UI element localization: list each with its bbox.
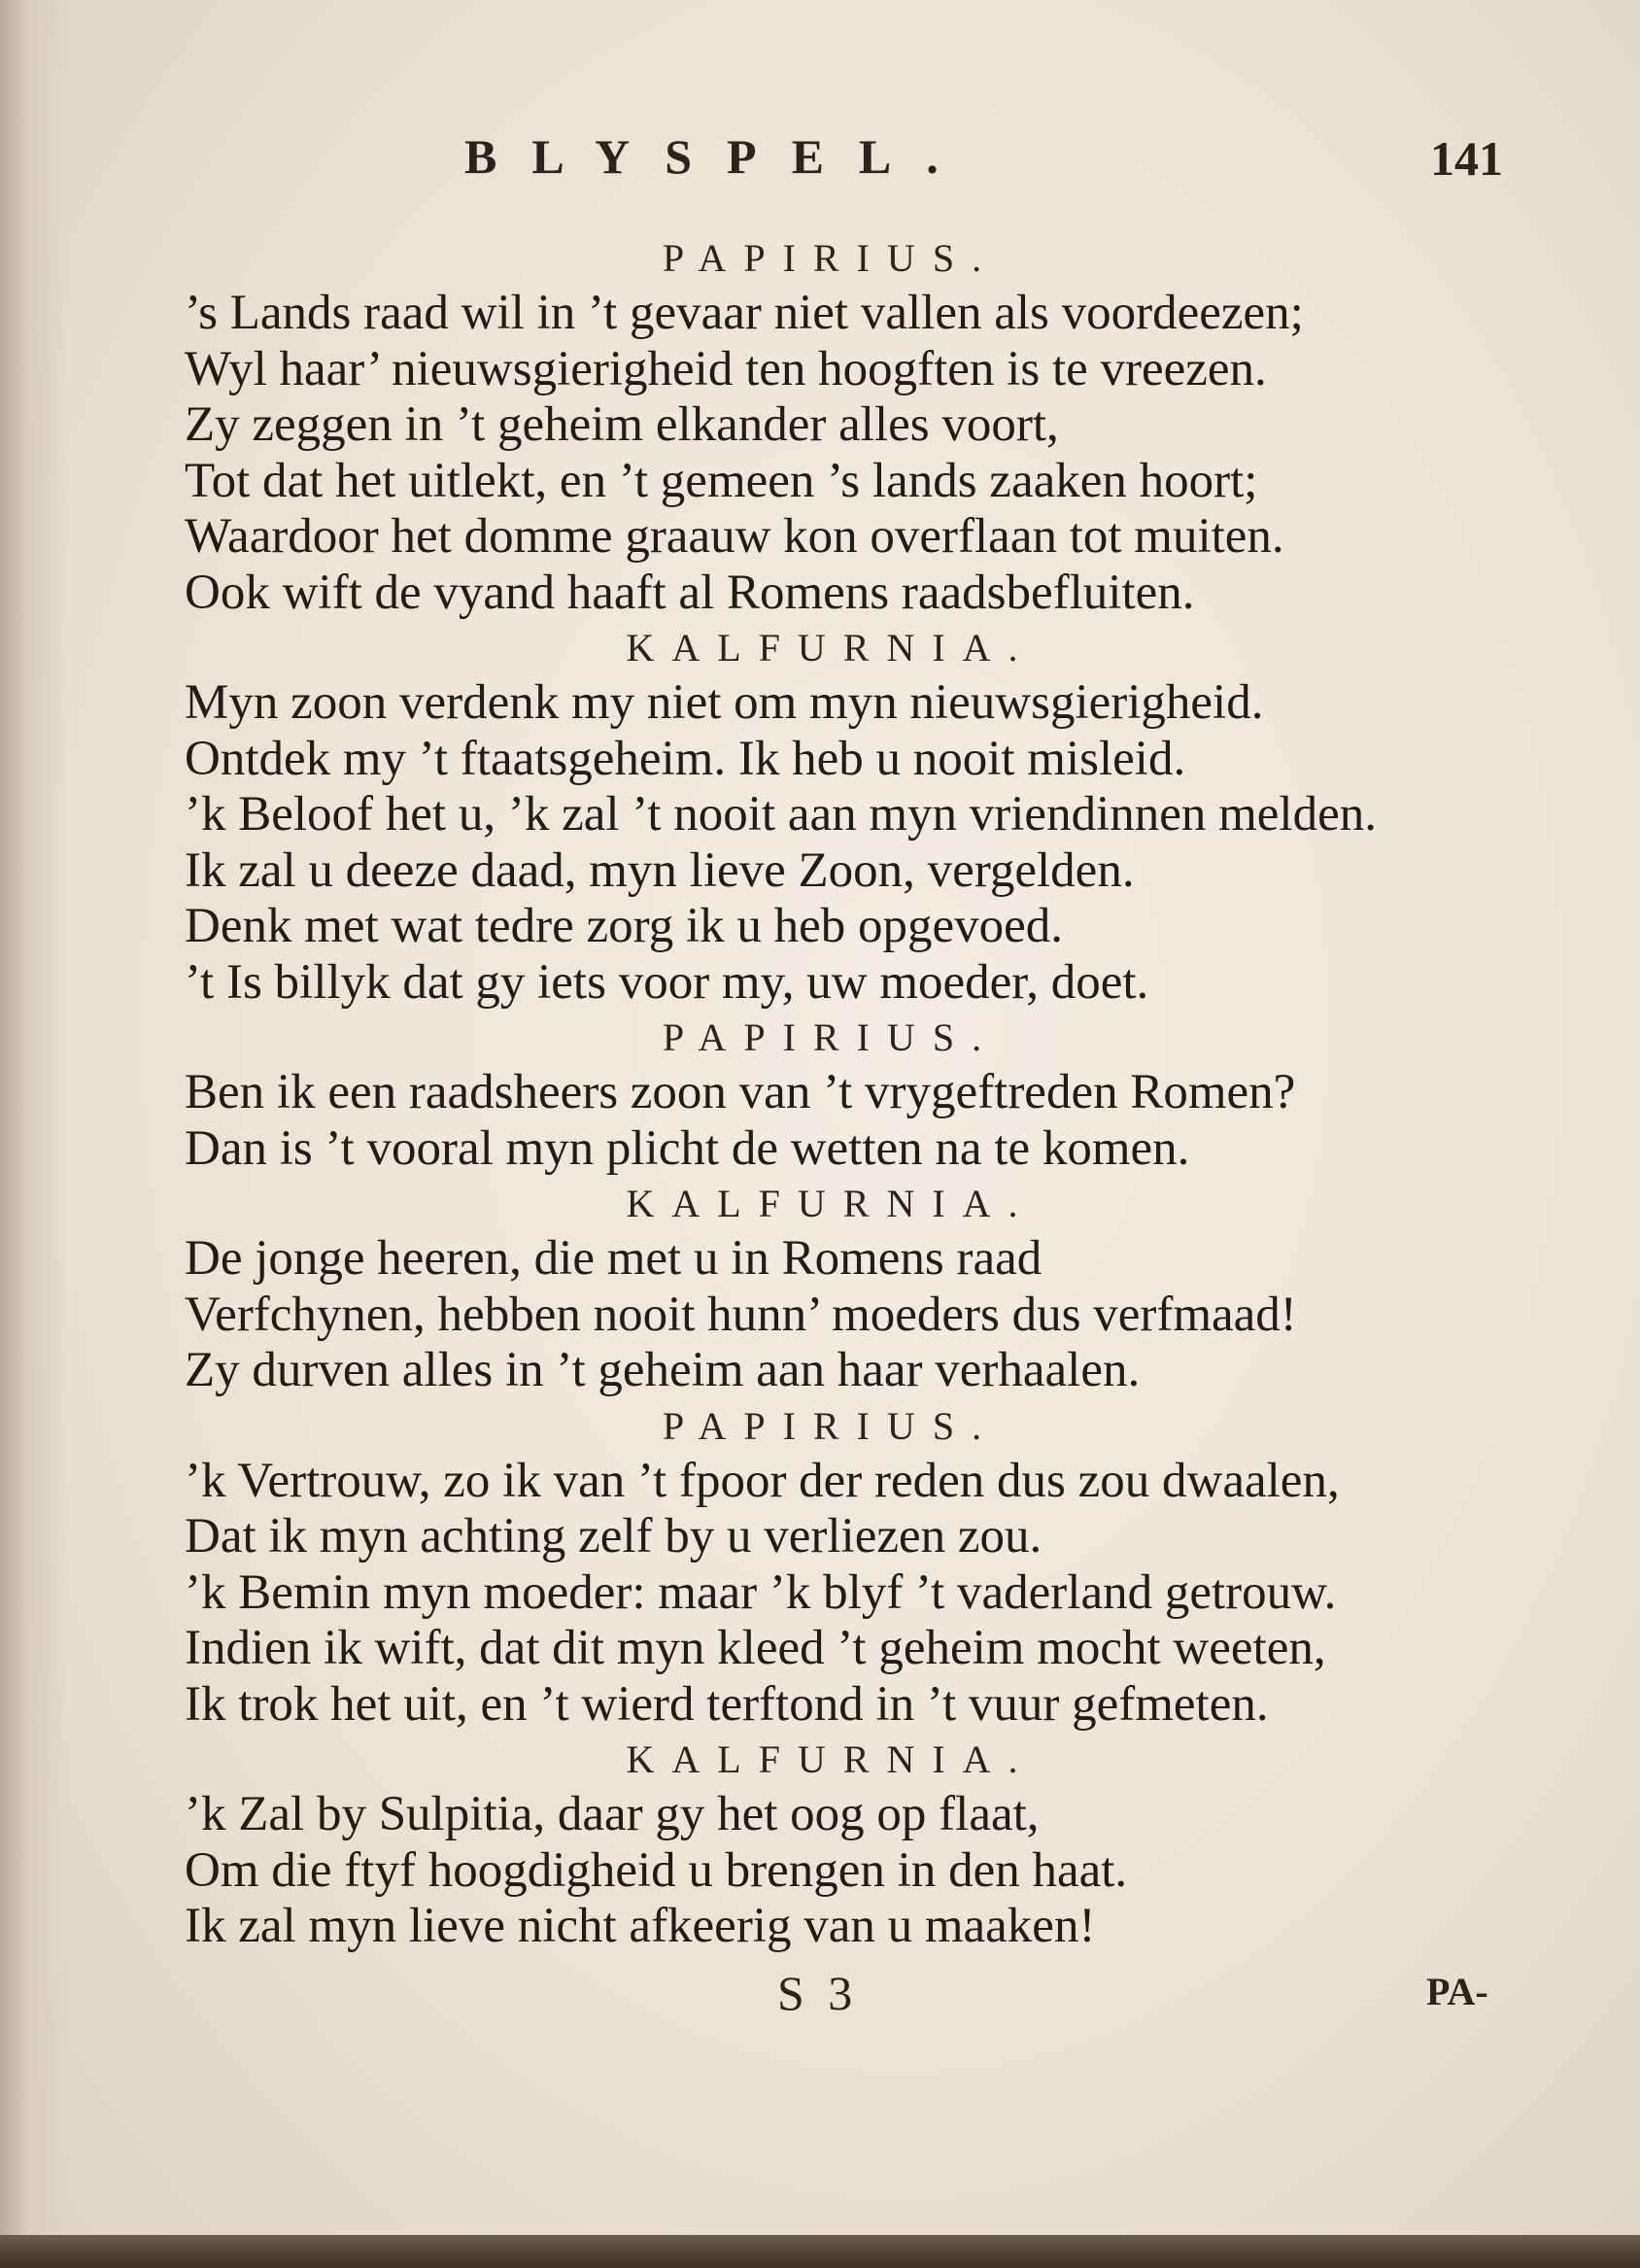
speaker-name: PAPIRIUS. — [662, 1403, 1000, 1448]
play-text — [185, 231, 1545, 1955]
verse-line: Waardoor het domme graauw kon overflaan tot muiten. — [185, 509, 1284, 564]
verse-line: ’t Is billyk dat gy iets voor my, uw moeder, doet. — [185, 954, 1149, 1010]
verse-line: ’k Beloof het u, ’k zal ’t nooit aan myn vriendinnen melden. — [185, 787, 1377, 842]
verse-line: Dan is ’t vooral myn plicht de wetten na te komen. — [185, 1120, 1190, 1176]
verse-line: ’k Bemin myn moeder: maar ’k blyf ’t vaderland getrouw. — [185, 1564, 1337, 1620]
verse-line: Om die ftyf hoogdigheid u brengen in den haat. — [185, 1842, 1128, 1898]
verse-line: Ben ik een raadsheers zoon van ’t vrygeftreden Romen? — [185, 1065, 1296, 1119]
verse-line: Dat ik myn achting zelf by u verliezen zou. — [185, 1509, 1042, 1564]
verse-line: Wyl haar’ nieuwsgierigheid ten hoogften is te vreezen. — [185, 341, 1267, 396]
signature-mark: S 3 — [777, 1966, 859, 2020]
gutter-shadow — [0, 0, 68, 2268]
verse-line: Indien ik wift, dat dit myn kleed ’t geheim mocht weeten, — [185, 1621, 1326, 1675]
verse-line: Ik trok het uit, en ’t wierd terftond in ’t vuur gefmeten. — [185, 1676, 1269, 1732]
page-number: 141 — [1430, 131, 1503, 186]
verse-line: Zy zeggen in ’t geheim elkander alles voort, — [185, 397, 1059, 452]
verse-line: Ook wift de vyand haaft al Romens raadsbefluiten. — [185, 565, 1195, 620]
verse-line: Denk met wat tedre zorg ik u heb opgevoed. — [185, 899, 1064, 953]
verse-line: Myn zoon verdenk my niet om myn nieuwsgierigheid. — [185, 675, 1264, 730]
verse-line: Zy durven alles in ’t geheim aan haar verhaalen. — [185, 1343, 1141, 1397]
speaker-name: KALFURNIA. — [626, 1737, 1036, 1781]
page-header — [0, 128, 1640, 187]
speaker-name: KALFURNIA. — [626, 1182, 1036, 1225]
page-footer — [0, 1965, 1640, 2033]
verse-line: ’k Vertrouw, zo ik van ’t fpoor der reden dus zou dwaalen, — [185, 1453, 1340, 1508]
speaker-name: PAPIRIUS. — [662, 1015, 1000, 1059]
verse-line: ’s Lands raad wil in ’t gevaar niet vallen als voordeezen; — [185, 286, 1304, 340]
speaker-name: KALFURNIA. — [626, 626, 1036, 670]
verse-line: Ontdek my ’t ftaatsgeheim. Ik heb u nooit misleid. — [185, 731, 1186, 786]
verse-line: De jonge heeren, die met u in Romens raad — [185, 1231, 1042, 1286]
bottom-edge — [0, 2235, 1640, 2268]
verse-line: Ik zal u deeze daad, myn lieve Zoon, vergelden. — [185, 842, 1135, 898]
catchword: PA- — [1426, 1970, 1488, 2013]
running-title: BLYSPEL. — [464, 129, 974, 184]
verse-line: ’k Zal by Sulpitia, daar gy het oog op flaat, — [185, 1787, 1040, 1841]
verse-line: Tot dat het uitlekt, en ’t gemeen ’s lands zaaken hoort; — [185, 453, 1258, 508]
verse-line: Ik zal myn lieve nicht afkeerig van u maaken! — [185, 1899, 1096, 1953]
verse-line: Verfchynen, hebben nooit hunn’ moeders dus verfmaad! — [185, 1287, 1297, 1342]
speaker-name: PAPIRIUS. — [662, 236, 1000, 280]
